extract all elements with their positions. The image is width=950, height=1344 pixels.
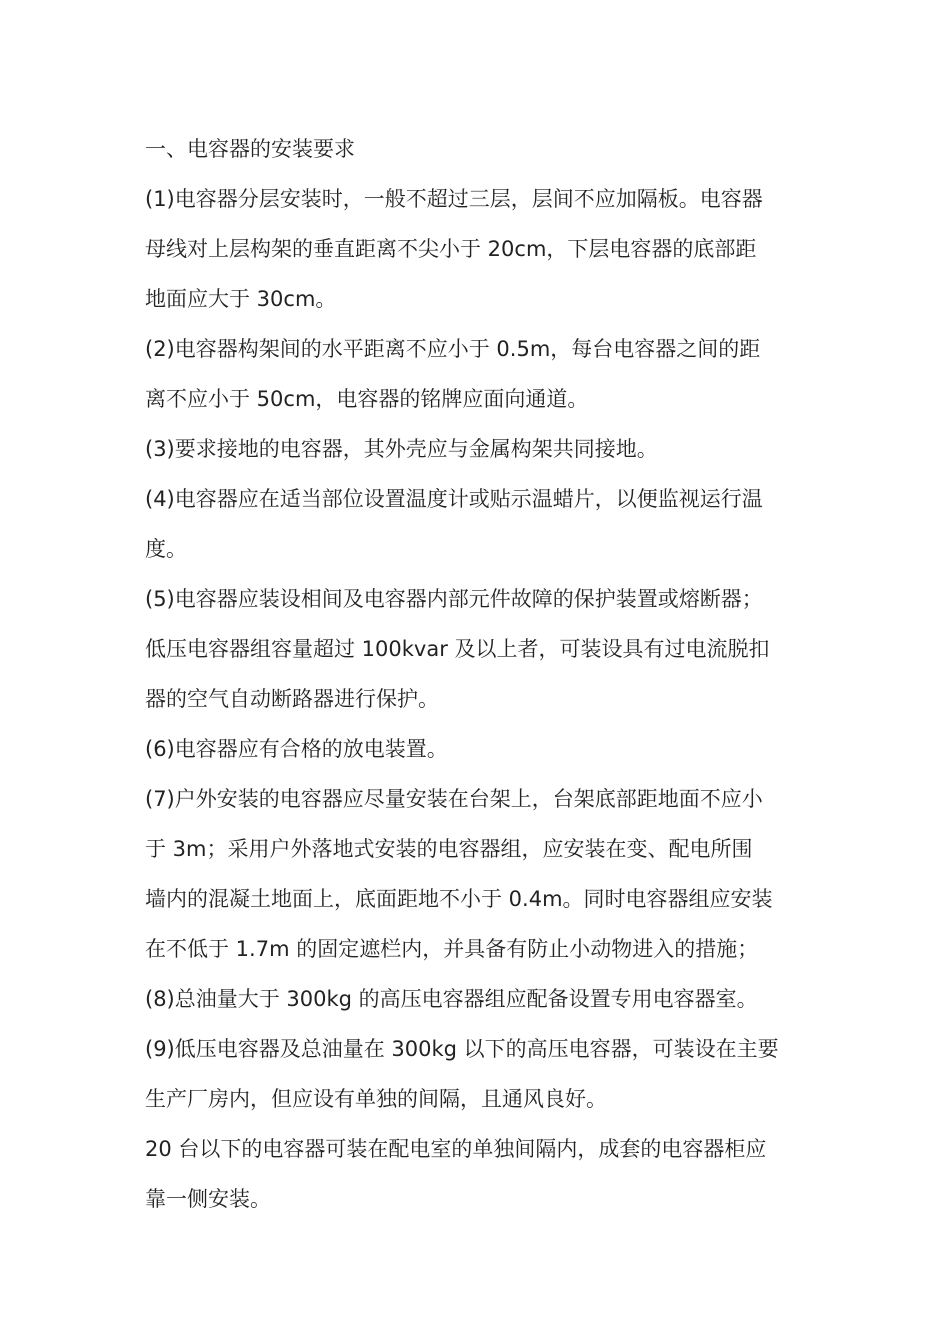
paragraph-7-line-3: 墙内的混凝土地面上，底面距地不小于 0.4m。同时电容器组应安装 [145,887,773,911]
paragraph-1-line-3: 地面应大于 30cm。 [145,287,337,311]
paragraph-9-line-1: (9)低压电容器及总油量在 300kg 以下的高压电容器，可装设在主要 [145,1037,779,1061]
paragraph-8-line-1: (8)总油量大于 300kg 的高压电容器组应配备设置专用电容器室。 [145,987,758,1011]
paragraph-5-line-2: 低压电容器组容量超过 100kvar 及以上者，可装设具有过电流脱扣 [145,637,770,661]
paragraph-5-line-1: (5)电容器应装设相间及电容器内部元件故障的保护装置或熔断器； [145,587,763,611]
paragraph-3-line-1: (3)要求接地的电容器，其外壳应与金属构架共同接地。 [145,437,658,461]
paragraph-7-line-1: (7)户外安装的电容器应尽量安装在台架上，台架底部距地面不应小 [145,787,763,811]
paragraph-4-line-1: (4)电容器应在适当部位设置温度计或贴示温蜡片，以便监视运行温 [145,487,763,511]
paragraph-9-line-2: 生产厂房内，但应设有单独的间隔，且通风良好。 [145,1087,607,1111]
paragraph-7-line-4: 在不低于 1.7m 的固定遮栏内，并具备有防止小动物进入的措施； [145,937,759,961]
paragraph-7-line-2: 于 3m；采用户外落地式安装的电容器组，应安装在变、配电所围 [145,837,753,861]
paragraph-4-line-2: 度。 [145,537,187,561]
paragraph-6-line-1: (6)电容器应有合格的放电装置。 [145,737,448,761]
paragraph-5-line-3: 器的空气自动断路器进行保护。 [145,687,439,711]
paragraph-10-line-2: 靠一侧安装。 [145,1187,271,1211]
paragraph-2-line-1: (2)电容器构架间的水平距离不应小于 0.5m，每台电容器之间的距 [145,337,761,361]
paragraph-10-line-1: 20 台以下的电容器可装在配电室的单独间隔内，成套的电容器柜应 [145,1137,767,1161]
document-body [145,124,810,1224]
paragraph-2-line-2: 离不应小于 50cm，电容器的铭牌应面向通道。 [145,387,589,411]
section-heading: 一、电容器的安装要求 [145,137,355,161]
paragraph-1-line-2: 母线对上层构架的垂直距离不尖小于 20cm，下层电容器的底部距 [145,237,757,261]
paragraph-1-line-1: (1)电容器分层安装时，一般不超过三层，层间不应加隔板。电容器 [145,187,763,211]
